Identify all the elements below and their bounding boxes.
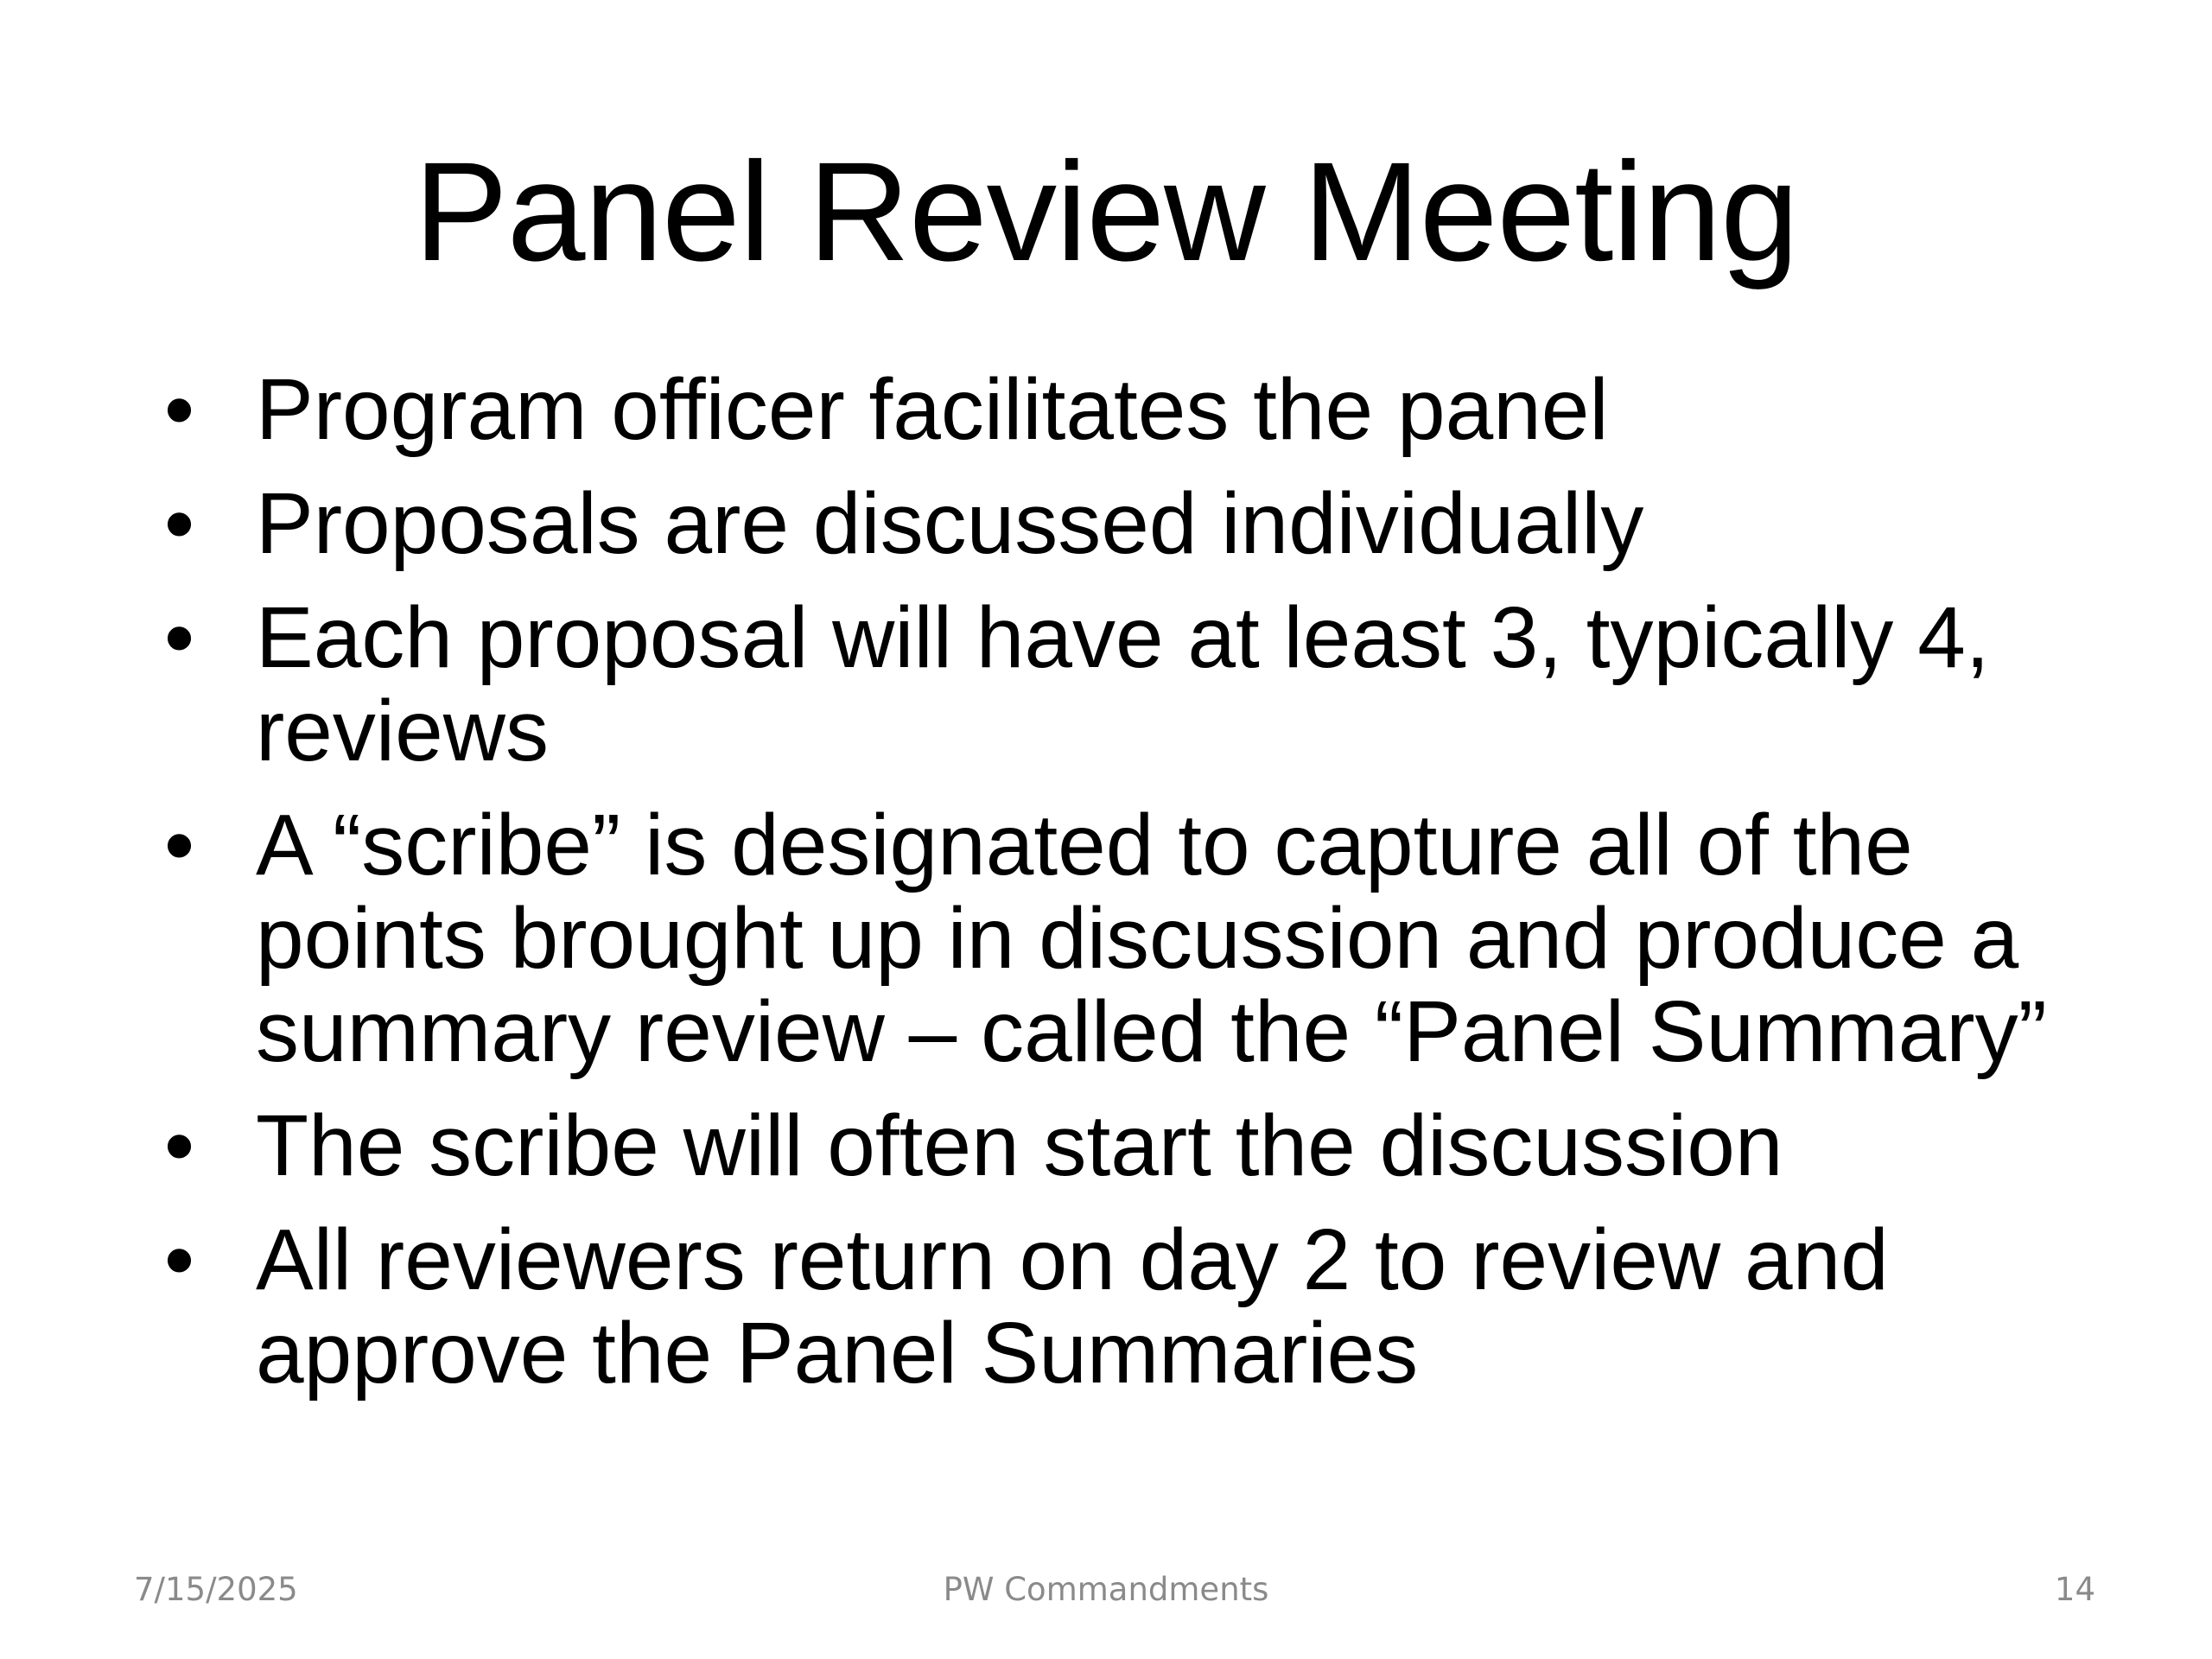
footer-date: 7/15/2025: [134, 1571, 298, 1608]
bullet-item: [164, 477, 2108, 570]
bullet-text: A “scribe” is designated to capture all of the points brought up in discussion and produce a summary review – called the “Panel Summary”: [256, 797, 2047, 1080]
bullet-item: [164, 1099, 2108, 1192]
bullet-dot-icon: •: [164, 589, 195, 686]
bullet-item: [164, 591, 2108, 778]
bullet-dot-icon: •: [164, 1097, 195, 1194]
bullet-text: The scribe will often start the discussion: [256, 1097, 1783, 1194]
bullet-list: [164, 363, 2108, 1421]
bullet-text: All reviewers return on day 2 to review and approve the Panel Summaries: [256, 1211, 1889, 1402]
slide-number: 14: [2054, 1571, 2095, 1608]
bullet-dot-icon: •: [164, 1211, 195, 1308]
bullet-text: Program officer facilitates the panel: [256, 361, 1609, 458]
bullet-text: Proposals are discussed individually: [256, 475, 1644, 572]
bullet-text: Each proposal will have at least 3, typically 4, reviews: [256, 589, 1990, 779]
footer-title: PW Commandments: [943, 1571, 1269, 1608]
bullet-item: [164, 1213, 2108, 1400]
bullet-dot-icon: •: [164, 361, 195, 458]
bullet-item: [164, 363, 2108, 456]
bullet-dot-icon: •: [164, 475, 195, 572]
slide-title: Panel Review Meeting: [414, 132, 1798, 290]
bullet-item: [164, 798, 2108, 1078]
bullet-dot-icon: •: [164, 797, 195, 893]
